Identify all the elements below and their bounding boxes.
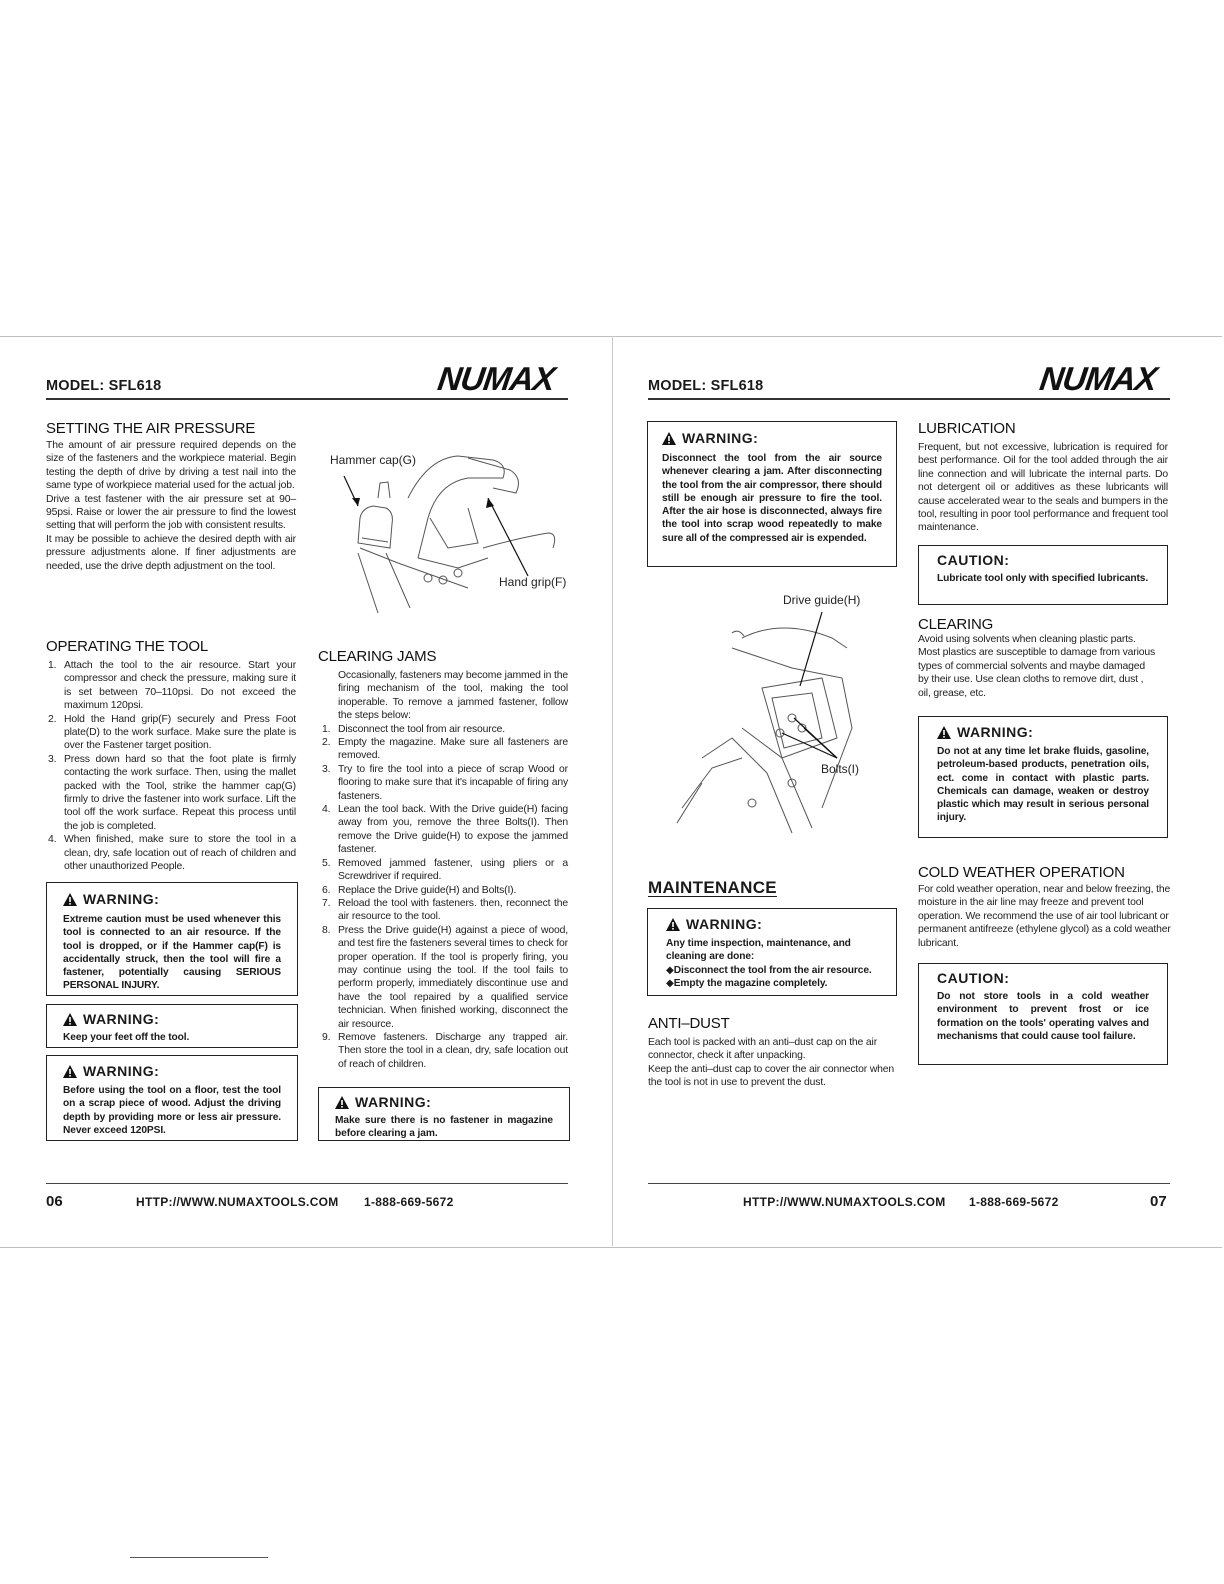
footer-url-left[interactable]: HTTP://WWW.NUMAXTOOLS.COM xyxy=(136,1195,339,1209)
caution-heading: CAUTION: xyxy=(937,552,1010,568)
warning-box-plastic xyxy=(918,716,1168,838)
bolts-label: Bolts(I) xyxy=(821,762,860,776)
clearing-intro: Occasionally, fasteners may become jammed in the firing mechanism of the tool, making the tool inoperable. To remove a jammed fastener, follow the steps below: xyxy=(338,670,568,722)
page-number-left: 06 xyxy=(46,1193,63,1210)
anti-dust-para-1: Each tool is packed with an anti–dust cap on the air connector, check it after unpacking. xyxy=(648,1037,878,1062)
setting-para-2: Drive a test fastener with the air pressure set at 90–95psi. Raise or lower the air pressure to find the lowest setting that will perform the job with consistent results. xyxy=(46,493,296,532)
caution-heading: CAUTION: xyxy=(937,970,1010,986)
brand-logo-text: NUMAX xyxy=(435,360,557,397)
warning-heading: WARNING: xyxy=(63,891,281,907)
warning-box-floor xyxy=(46,1055,298,1141)
warning-triangle-icon xyxy=(666,918,680,931)
operating-tool-title: OPERATING THE TOOL xyxy=(46,638,208,655)
clearing-title: CLEARING xyxy=(918,616,994,633)
anti-dust-text xyxy=(648,1036,898,1090)
operating-steps xyxy=(46,659,296,874)
clearing-jams-title: CLEARING JAMS xyxy=(318,648,437,665)
anti-dust-para-2: Keep the anti–dust cap to cover the air connector when the tool is not in use to prevent the dust. xyxy=(648,1063,895,1089)
hand-grip-label: Hand grip(F) xyxy=(499,575,567,589)
warning-text: Before using the tool on a floor, test the tool on a scrap piece of wood. Adjust the driving depth by providing more or less air pressure. Never exceed 120PSI. xyxy=(63,1085,281,1136)
clearing-step: 6. Replace the Drive guide(H) and Bolts(I). xyxy=(322,884,517,896)
setting-air-pressure-title: SETTING THE AIR PRESSURE xyxy=(46,420,256,437)
warning-box-disconnect xyxy=(647,421,897,567)
anti-dust-title: ANTI–DUST xyxy=(648,1015,730,1032)
page-gutter xyxy=(612,336,613,1246)
operating-step: 4. When finished, make sure to store the tool in a clean, dry, safe location out of reach of children and other unauthorized People. xyxy=(48,834,296,873)
cold-weather-text: For cold weather operation, near and below freezing, the moisture in the air line may freeze and prevent tool operation. We recommend the use of air tool lubricant or permanent antifreeze (ethylene glycol) as a cold weather lubricant. xyxy=(918,884,1171,949)
footer-rule-right xyxy=(648,1183,1170,1184)
warning-triangle-icon xyxy=(937,726,951,739)
clearing-jams-text xyxy=(320,669,568,1071)
warning-text: Extreme caution must be used whenever this tool is connected to an air resource. If the tool is dropped, or if the Hammer cap(F) is accidentally struck, then the tool will fire a fastener, potentially causing SERIOUS PERSONAL INJURY. xyxy=(63,914,281,992)
setting-para-1: The amount of air pressure required depends on the size of the fasteners and the workpiece material. Begin testing the depth of drive by driving a test nail into the same type of workpiece material used for the actual job. xyxy=(46,440,296,492)
caution-text: Do not store tools in a cold weather environment to prevent frost or ice formation on the tools' operating valves and mechanisms that could cause tool failure. xyxy=(937,991,1149,1042)
lubrication-title: LUBRICATION xyxy=(918,420,1016,437)
warning-heading: WARNING: xyxy=(335,1094,553,1110)
warning-text: Keep your feet off the tool. xyxy=(63,1032,190,1043)
cold-weather-title: COLD WEATHER OPERATION xyxy=(918,864,1125,881)
warning-box-magazine xyxy=(318,1087,570,1141)
clearing-step: 4. Lean the tool back. With the Drive guide(H) facing away from you, remove the three Bolts(I). Then remove the Drive guide(H) to expose the jammed fastener. xyxy=(322,804,568,856)
warning-triangle-icon xyxy=(63,1013,77,1026)
warning-text: Disconnect the tool from the air source whenever clearing a jam. After disconnecting the tool from the air compressor, there should still be enough air pressure to fire the tool. After the air hose is disconnected, always fire the tool into scrap wood repeatedly to make sure all of the compressed air is expended. xyxy=(662,453,882,544)
warning-heading: WARNING: xyxy=(662,430,882,446)
warning-text: Make sure there is no fastener in magazine before clearing a jam. xyxy=(335,1115,553,1140)
clearing-step: 1. Disconnect the tool from air resource. xyxy=(322,723,505,735)
clearing-step: 5. Removed jammed fastener, using pliers or a Screwdriver if required. xyxy=(322,857,568,883)
footer-phone-right: 1-888-669-5672 xyxy=(969,1195,1059,1209)
brand-logo-text: NUMAX xyxy=(1037,360,1159,397)
clearing-step: 9. Remove fasteners. Discharge any trapped air. Then store the tool in a clean, dry, safe location out of reach of children. xyxy=(322,1031,568,1070)
maintenance-title: MAINTENANCE xyxy=(648,878,777,897)
warning-heading: WARNING: xyxy=(63,1011,281,1027)
footer-rule-left xyxy=(46,1183,568,1184)
warning-heading: WARNING: xyxy=(63,1063,281,1079)
lubrication-text: Frequent, but not excessive, lubrication is required for best performance. Oil for the tool added through the air line connection and will lubricate the internal parts. Do not detergent oil or additives as these lubricants will cause accelerated wear to the seals and bumpers in the tool, resulting in poor tool performance and frequent tool maintenance. xyxy=(918,442,1168,534)
warning-text: Any time inspection, maintenance, and cleaning are done: ◆Disconnect the tool from the air resource. ◆Empty the magazine completely. xyxy=(666,938,872,989)
footer-url-right[interactable]: HTTP://WWW.NUMAXTOOLS.COM xyxy=(743,1195,946,1209)
caution-text: Lubricate tool only with specified lubricants. xyxy=(937,573,1149,584)
warning-heading: WARNING: xyxy=(666,916,878,932)
clearing-text: Avoid using solvents when cleaning plastic parts. Most plastics are susceptible to damage from various types of commercial solvents and maybe damaged by their use. Use clean cloths to remove dirt, dust , oil, grease, etc. xyxy=(918,634,1156,699)
operating-step: 3. Press down hard so that the foot plate is firmly contacting the work surface. Then, using the mallet packed with the Tool, strike the hammer cap(G) firmly to drive the fastener into work surface. Lift the tool off the work surface. Repeat this process until the job is completed. xyxy=(48,753,296,832)
warning-triangle-icon xyxy=(662,432,676,445)
warning-heading: WARNING: xyxy=(937,724,1149,740)
header-rule-right xyxy=(648,398,1170,400)
clearing-step: 2. Empty the magazine. Make sure all fasteners are removed. xyxy=(322,737,568,762)
warning-triangle-icon xyxy=(63,1065,77,1078)
annotation-underline xyxy=(130,1557,268,1558)
brand-logo-left xyxy=(436,362,557,396)
clearing-step: 8. Press the Drive guide(H) against a piece of wood, and test fire the fasteners several times to check for proper operation. If the tool is properly firing, you may continue using the tool. If the tool fails to perform properly, immediately discontinue use and have the tool repaired by a qualified service technician. When finished working, disconnect the air resource. xyxy=(322,924,568,1030)
drive-guide-bolts-figure xyxy=(672,608,882,836)
drive-guide-label: Drive guide(H) xyxy=(783,593,861,607)
clearing-step: 3. Try to fire the tool into a piece of scrap Wood or flooring to make sure that it's incapable of firing any fasteners. xyxy=(322,763,568,802)
warning-triangle-icon xyxy=(63,893,77,906)
operating-step: 2. Hold the Hand grip(F) securely and Press Foot plate(D) to the work surface. Make sure the plate is over the Fastener target position. xyxy=(48,713,296,752)
footer-phone-left: 1-888-669-5672 xyxy=(364,1195,454,1209)
model-label-left: MODEL: SFL618 xyxy=(46,378,162,394)
clearing-step: 7. Reload the tool with fasteners. then, reconnect the air resource to the tool. xyxy=(322,897,568,923)
brand-logo-right xyxy=(1038,362,1159,396)
setting-para-3: It may be possible to achieve the desired depth with air pressure adjustments alone. If finer adjustments are needed, use the drive depth adjustment on the tool. xyxy=(46,533,296,572)
hammer-cap-label: Hammer cap(G) xyxy=(330,453,417,467)
setting-air-pressure-text xyxy=(46,439,296,573)
model-label-right: MODEL: SFL618 xyxy=(648,378,764,394)
warning-text: Do not at any time let brake fluids, gasoline, petroleum-based products, penetration oils, ect. come in contact with plastic parts. Chemicals can damage, weaken or destroy plastic which may result in serious personal injury. xyxy=(937,746,1149,824)
header-rule-left xyxy=(46,398,568,400)
page-number-right: 07 xyxy=(1150,1193,1167,1210)
caution-box-cold xyxy=(918,963,1168,1065)
caution-box-lubricant xyxy=(918,545,1168,605)
warning-box-maintenance xyxy=(647,908,897,996)
warning-box-fire xyxy=(46,882,298,996)
warning-triangle-icon xyxy=(335,1096,349,1109)
operating-step: 1. Attach the tool to the air resource. Start your compressor and check the pressure, making sure it is set between 70–110psi. Do not exceed the maximum 120psi. xyxy=(48,660,296,712)
warning-box-feet xyxy=(46,1004,298,1048)
